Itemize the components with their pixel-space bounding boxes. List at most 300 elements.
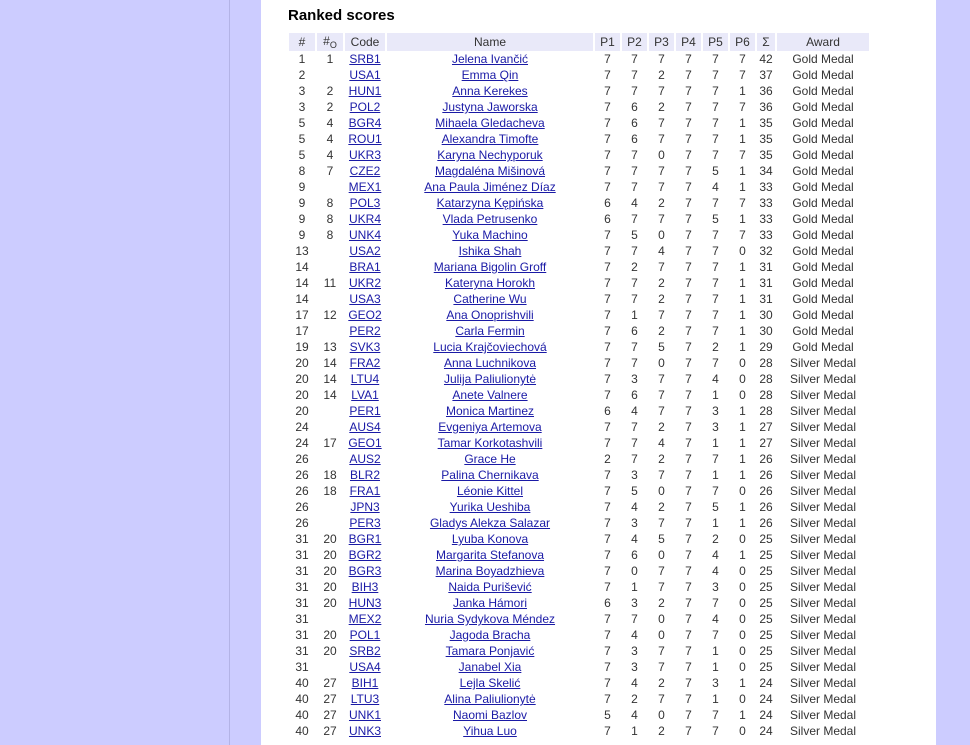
total-score-cell: 33	[759, 212, 773, 226]
col-header-official-rank-main: #	[323, 34, 330, 48]
table-row	[289, 515, 869, 531]
p6-score-cell: 0	[739, 612, 746, 626]
total-score-cell: 34	[759, 164, 773, 178]
code-cell	[345, 339, 385, 355]
code-cell-link[interactable]: UKR4	[348, 212, 381, 226]
name-cell-link[interactable]: Katarzyna Kępińska	[436, 196, 544, 210]
name-cell-link[interactable]: Lyuba Konova	[451, 532, 529, 546]
official-rank-cell: 20	[323, 628, 337, 642]
name-cell-link[interactable]: Gladys Alekza Salazar	[429, 516, 551, 530]
code-cell-link[interactable]: BIH3	[351, 580, 379, 594]
code-cell-link[interactable]: POL1	[349, 628, 381, 642]
official-rank-cell	[317, 243, 343, 259]
name-cell-link[interactable]: Tamar Korkotashvili	[437, 436, 543, 450]
p5-score-cell: 7	[712, 452, 719, 466]
total-score-cell: 24	[759, 692, 773, 706]
table-row	[289, 371, 869, 387]
p3-score-cell: 2	[658, 100, 665, 114]
code-cell-link[interactable]: BGR2	[348, 548, 382, 562]
p5-score-cell: 7	[712, 116, 719, 130]
total-score-cell: 30	[759, 324, 773, 338]
official-rank-cell	[317, 611, 343, 627]
table-row	[289, 659, 869, 675]
p5-score-cell: 7	[712, 324, 719, 338]
col-header-code: Code	[345, 33, 385, 51]
p5-score-cell: 1	[712, 388, 719, 402]
p2-score-cell: 4	[631, 628, 638, 642]
code-cell-link[interactable]: UKR2	[348, 276, 381, 290]
p4-score-cell: 7	[685, 468, 692, 482]
total-score-cell: 25	[759, 660, 773, 674]
p5-score-cell: 1	[712, 660, 719, 674]
official-rank-cell: 4	[326, 148, 334, 162]
table-row	[289, 483, 869, 499]
p5-score-cell: 4	[712, 564, 719, 578]
official-rank-cell: 14	[323, 372, 337, 386]
p1-score-cell: 7	[604, 180, 611, 194]
p1-score-cell: 7	[604, 516, 611, 530]
code-cell-link[interactable]: BGR4	[348, 116, 382, 130]
p3-score-cell: 7	[658, 644, 665, 658]
p6-score-cell: 0	[739, 372, 746, 386]
rank-cell: 31	[295, 580, 309, 594]
code-cell-link[interactable]: PER1	[349, 404, 381, 418]
table-header-row	[289, 33, 869, 51]
total-score-cell: 25	[759, 596, 773, 610]
code-cell	[345, 499, 385, 515]
p3-score-cell: 7	[658, 164, 665, 178]
p3-score-cell: 5	[658, 340, 665, 354]
rank-cell: 3	[298, 84, 306, 98]
p4-score-cell: 7	[685, 628, 692, 642]
p2-score-cell: 6	[631, 100, 638, 114]
code-cell-link[interactable]: USA4	[349, 660, 381, 674]
p1-score-cell: 7	[604, 228, 611, 242]
award-cell: Silver Medal	[789, 628, 857, 642]
p3-score-cell: 5	[658, 532, 665, 546]
code-cell-link[interactable]: SRB2	[349, 644, 381, 658]
code-cell-link[interactable]: LTU3	[350, 692, 380, 706]
code-cell-link[interactable]: PER2	[349, 324, 381, 338]
code-cell-link[interactable]: BGR3	[348, 564, 382, 578]
p3-score-cell: 2	[658, 68, 665, 82]
award-cell: Gold Medal	[792, 260, 854, 274]
p2-score-cell: 4	[631, 708, 638, 722]
rank-cell: 26	[295, 468, 309, 482]
total-score-cell: 31	[759, 276, 773, 290]
code-cell	[345, 691, 385, 707]
rank-cell: 26	[295, 452, 309, 466]
name-cell-link[interactable]: Naomi Bazlov	[452, 708, 528, 722]
p4-score-cell: 7	[685, 180, 692, 194]
p4-score-cell: 7	[685, 660, 692, 674]
p1-score-cell: 7	[604, 356, 611, 370]
code-cell-link[interactable]: BGR1	[348, 532, 382, 546]
p5-score-cell: 7	[712, 244, 719, 258]
award-cell: Silver Medal	[789, 500, 857, 514]
official-rank-cell	[317, 403, 343, 419]
total-score-cell: 25	[759, 628, 773, 642]
name-cell-link[interactable]: Julija Paliulionytė	[443, 372, 537, 386]
name-cell-link[interactable]: Mihaela Gledacheva	[435, 116, 545, 130]
name-cell-link[interactable]: Lejla Skelić	[459, 676, 521, 690]
col-header-p5: P5	[703, 33, 728, 51]
name-cell	[387, 275, 593, 291]
p3-score-cell: 2	[658, 500, 665, 514]
p1-score-cell: 2	[604, 452, 611, 466]
total-score-cell: 30	[759, 308, 773, 322]
award-cell: Silver Medal	[789, 660, 857, 674]
rank-cell: 19	[295, 340, 309, 354]
p1-score-cell: 6	[604, 404, 611, 418]
name-cell-link[interactable]: Catherine Wu	[453, 292, 527, 306]
table-row	[289, 723, 869, 739]
name-cell-link[interactable]: Margarita Stefanova	[435, 548, 545, 562]
p6-score-cell: 1	[739, 420, 746, 434]
name-cell-link[interactable]: Kateryna Horokh	[444, 276, 536, 290]
name-cell	[387, 339, 593, 355]
code-cell	[345, 595, 385, 611]
name-cell-link[interactable]: Léonie Kittel	[456, 484, 524, 498]
p2-score-cell: 5	[631, 228, 638, 242]
code-cell-link[interactable]: BIH1	[351, 676, 379, 690]
name-cell-link[interactable]: Justyna Jaworska	[442, 100, 538, 114]
name-cell-link[interactable]: Yihua Luo	[463, 724, 517, 738]
code-cell	[345, 83, 385, 99]
rank-cell: 31	[295, 596, 309, 610]
official-rank-cell	[317, 499, 343, 515]
p4-score-cell: 7	[685, 260, 692, 274]
code-cell-link[interactable]: UKR3	[348, 148, 381, 162]
name-cell	[387, 451, 593, 467]
code-cell	[345, 51, 385, 67]
p2-score-cell: 4	[631, 676, 638, 690]
code-cell-link[interactable]: GEO2	[348, 308, 382, 322]
total-score-cell: 25	[759, 612, 773, 626]
total-score-cell: 26	[759, 468, 773, 482]
p4-score-cell: 7	[685, 116, 692, 130]
p6-score-cell: 1	[739, 164, 746, 178]
p1-score-cell: 7	[604, 116, 611, 130]
award-cell: Silver Medal	[789, 452, 857, 466]
official-rank-cell: 20	[323, 532, 337, 546]
official-rank-cell: 17	[323, 436, 337, 450]
p3-score-cell: 2	[658, 420, 665, 434]
code-cell-link[interactable]: UNK1	[348, 708, 381, 722]
p6-score-cell: 1	[739, 132, 746, 146]
p5-score-cell: 1	[712, 468, 719, 482]
code-cell	[345, 707, 385, 723]
official-rank-cell	[317, 323, 343, 339]
official-rank-cell	[317, 291, 343, 307]
name-cell-link[interactable]: Ishika Shah	[458, 244, 522, 258]
official-rank-cell: 27	[323, 708, 337, 722]
name-cell-link[interactable]: Alexandra Timofte	[441, 132, 539, 146]
code-cell-link[interactable]: LVA1	[351, 388, 379, 402]
p3-score-cell: 7	[658, 84, 665, 98]
code-cell-link[interactable]: ROU1	[348, 132, 382, 146]
name-cell-link[interactable]: Ana Onoprishvili	[446, 308, 534, 322]
name-cell	[387, 51, 593, 67]
name-cell	[387, 67, 593, 83]
code-cell-link[interactable]: UNK4	[348, 228, 381, 242]
name-cell-link[interactable]: Lucia Krajčoviechová	[433, 340, 547, 354]
p4-score-cell: 7	[685, 372, 692, 386]
name-cell-link[interactable]: Ana Paula Jiménez Díaz	[424, 180, 556, 194]
rank-cell: 31	[295, 660, 309, 674]
code-cell-link[interactable]: AUS4	[349, 420, 381, 434]
name-cell	[387, 483, 593, 499]
p5-score-cell: 7	[712, 724, 719, 738]
official-rank-cell: 14	[323, 356, 337, 370]
name-cell-link[interactable]: Karyna Nechyporuk	[437, 148, 543, 162]
code-cell-link[interactable]: HUN3	[348, 596, 382, 610]
p1-score-cell: 7	[604, 628, 611, 642]
code-cell	[345, 179, 385, 195]
rank-cell: 40	[295, 676, 309, 690]
name-cell	[387, 563, 593, 579]
code-cell-link[interactable]: LTU4	[350, 372, 380, 386]
p4-score-cell: 7	[685, 708, 692, 722]
official-rank-cell	[317, 659, 343, 675]
p2-score-cell: 2	[631, 692, 638, 706]
name-cell-link[interactable]: Marina Boyadzhieva	[435, 564, 545, 578]
p5-score-cell: 1	[712, 644, 719, 658]
name-cell-link[interactable]: Yurika Ueshiba	[449, 500, 531, 514]
rank-cell: 14	[295, 276, 309, 290]
code-cell-link[interactable]: FRA1	[349, 484, 381, 498]
p6-score-cell: 7	[739, 52, 746, 66]
total-score-cell: 36	[759, 84, 773, 98]
code-cell-link[interactable]: UNK3	[348, 724, 381, 738]
code-cell-link[interactable]: AUS2	[349, 452, 381, 466]
p4-score-cell: 7	[685, 52, 692, 66]
p1-score-cell: 6	[604, 212, 611, 226]
name-cell-link[interactable]: Anna Kerekes	[452, 84, 528, 98]
name-cell-link[interactable]: Evgeniya Artemova	[438, 420, 542, 434]
name-cell-link[interactable]: Naida Purišević	[448, 580, 532, 594]
p6-score-cell: 1	[739, 676, 746, 690]
total-score-cell: 42	[759, 52, 773, 66]
name-cell-link[interactable]: Jelena Ivančić	[451, 52, 529, 66]
award-cell: Gold Medal	[792, 340, 854, 354]
code-cell	[345, 579, 385, 595]
table-row	[289, 339, 869, 355]
p2-score-cell: 7	[631, 180, 638, 194]
code-cell-link[interactable]: SVK3	[349, 340, 381, 354]
code-cell-link[interactable]: SRB1	[349, 52, 381, 66]
p2-score-cell: 2	[631, 260, 638, 274]
p2-score-cell: 3	[631, 372, 638, 386]
p6-score-cell: 1	[739, 84, 746, 98]
total-score-cell: 24	[759, 708, 773, 722]
total-score-cell: 28	[759, 372, 773, 386]
p3-score-cell: 2	[658, 724, 665, 738]
table-row	[289, 451, 869, 467]
name-cell	[387, 515, 593, 531]
code-cell-link[interactable]: PER3	[349, 516, 381, 530]
rank-cell: 20	[295, 404, 309, 418]
name-cell-link[interactable]: Emma Qin	[461, 68, 519, 82]
name-cell	[387, 259, 593, 275]
p4-score-cell: 7	[685, 276, 692, 290]
p6-score-cell: 1	[739, 708, 746, 722]
name-cell	[387, 163, 593, 179]
code-cell-link[interactable]: BLR2	[349, 468, 381, 482]
total-score-cell: 28	[759, 404, 773, 418]
award-cell: Silver Medal	[789, 468, 857, 482]
table-row	[289, 307, 869, 323]
code-cell-link[interactable]: MEX2	[348, 612, 382, 626]
code-cell-link[interactable]: POL2	[349, 100, 381, 114]
total-score-cell: 25	[759, 580, 773, 594]
p2-score-cell: 7	[631, 420, 638, 434]
name-cell-link[interactable]: Janka Hámori	[452, 596, 528, 610]
name-cell-link[interactable]: Nuria Sydykova Méndez	[424, 612, 556, 626]
total-score-cell: 25	[759, 564, 773, 578]
award-cell: Gold Medal	[792, 180, 854, 194]
p3-score-cell: 7	[658, 404, 665, 418]
p6-score-cell: 7	[739, 228, 746, 242]
p6-score-cell: 0	[739, 580, 746, 594]
award-cell: Gold Medal	[792, 164, 854, 178]
award-cell: Silver Medal	[789, 580, 857, 594]
code-cell	[345, 243, 385, 259]
p5-score-cell: 7	[712, 132, 719, 146]
name-cell-link[interactable]: Janabel Xia	[458, 660, 522, 674]
code-cell-link[interactable]: USA2	[349, 244, 381, 258]
total-score-cell: 33	[759, 196, 773, 210]
p4-score-cell: 7	[685, 500, 692, 514]
name-cell-link[interactable]: Tamara Ponjavić	[445, 644, 535, 658]
official-rank-cell: 14	[323, 388, 337, 402]
name-cell	[387, 707, 593, 723]
name-cell-link[interactable]: Yuka Machino	[452, 228, 528, 242]
p5-score-cell: 2	[712, 340, 719, 354]
table-row	[289, 579, 869, 595]
name-cell-link[interactable]: Carla Fermin	[455, 324, 525, 338]
p4-score-cell: 7	[685, 452, 692, 466]
name-cell-link[interactable]: Mariana Bigolin Groff	[433, 260, 547, 274]
p3-score-cell: 2	[658, 676, 665, 690]
p3-score-cell: 2	[658, 276, 665, 290]
name-cell-link[interactable]: Grace He	[464, 452, 516, 466]
name-cell	[387, 147, 593, 163]
p1-score-cell: 7	[604, 388, 611, 402]
p1-score-cell: 7	[604, 420, 611, 434]
table-row	[289, 147, 869, 163]
p6-score-cell: 0	[739, 692, 746, 706]
award-cell: Gold Medal	[792, 244, 854, 258]
code-cell-link[interactable]: HUN1	[348, 84, 382, 98]
p2-score-cell: 7	[631, 612, 638, 626]
p3-score-cell: 7	[658, 468, 665, 482]
name-cell	[387, 579, 593, 595]
name-cell-link[interactable]: Alina Paliulionytė	[444, 692, 536, 706]
p3-score-cell: 2	[658, 324, 665, 338]
main-content	[261, 0, 936, 745]
table-row	[289, 163, 869, 179]
total-score-cell: 31	[759, 292, 773, 306]
code-cell	[345, 675, 385, 691]
p5-score-cell: 7	[712, 260, 719, 274]
p6-score-cell: 1	[739, 404, 746, 418]
p6-score-cell: 1	[739, 516, 746, 530]
p5-score-cell: 7	[712, 196, 719, 210]
code-cell-link[interactable]: JPN3	[350, 500, 380, 514]
code-cell-link[interactable]: CZE2	[349, 164, 381, 178]
name-cell	[387, 659, 593, 675]
p4-score-cell: 7	[685, 212, 692, 226]
name-cell-link[interactable]: Anna Luchnikova	[443, 356, 537, 370]
p4-score-cell: 7	[685, 724, 692, 738]
p5-score-cell: 7	[712, 148, 719, 162]
p2-score-cell: 3	[631, 516, 638, 530]
p4-score-cell: 7	[685, 420, 692, 434]
name-cell-link[interactable]: Monica Martinez	[445, 404, 535, 418]
rank-cell: 31	[295, 548, 309, 562]
name-cell	[387, 435, 593, 451]
name-cell-link[interactable]: Anete Valnere	[452, 388, 528, 402]
p5-score-cell: 1	[712, 436, 719, 450]
p5-score-cell: 4	[712, 612, 719, 626]
p6-score-cell: 7	[739, 196, 746, 210]
col-header-official-rank	[317, 33, 343, 51]
official-rank-cell: 1	[326, 52, 334, 66]
p1-score-cell: 7	[604, 564, 611, 578]
code-cell	[345, 275, 385, 291]
name-cell	[387, 179, 593, 195]
p5-score-cell: 7	[712, 228, 719, 242]
rank-cell: 40	[295, 692, 309, 706]
name-cell-link[interactable]: Palina Chernikava	[441, 468, 539, 482]
table-row	[289, 131, 869, 147]
p6-score-cell: 1	[739, 500, 746, 514]
p4-score-cell: 7	[685, 676, 692, 690]
col-header-p2: P2	[622, 33, 647, 51]
code-cell-link[interactable]: BRA1	[349, 260, 381, 274]
code-cell-link[interactable]: GEO1	[348, 436, 382, 450]
p4-score-cell: 7	[685, 548, 692, 562]
p6-score-cell: 0	[739, 244, 746, 258]
code-cell-link[interactable]: MEX1	[348, 180, 382, 194]
code-cell-link[interactable]: USA3	[349, 292, 381, 306]
award-cell: Gold Medal	[792, 68, 854, 82]
official-rank-cell: 18	[323, 484, 337, 498]
col-header-sum: Σ	[757, 33, 775, 51]
p1-score-cell: 7	[604, 324, 611, 338]
p5-score-cell: 3	[712, 420, 719, 434]
name-cell-link[interactable]: Vlada Petrusenko	[442, 212, 538, 226]
p4-score-cell: 7	[685, 692, 692, 706]
rank-cell: 31	[295, 612, 309, 626]
code-cell	[345, 163, 385, 179]
code-cell	[345, 307, 385, 323]
name-cell-link[interactable]: Jagoda Bracha	[449, 628, 531, 642]
p6-score-cell: 1	[739, 276, 746, 290]
code-cell-link[interactable]: FRA2	[349, 356, 381, 370]
p6-score-cell: 1	[739, 548, 746, 562]
table-row	[289, 435, 869, 451]
p3-score-cell: 7	[658, 516, 665, 530]
official-rank-cell: 20	[323, 580, 337, 594]
rank-cell: 5	[298, 148, 306, 162]
code-cell	[345, 627, 385, 643]
code-cell-link[interactable]: POL3	[349, 196, 381, 210]
code-cell-link[interactable]: USA1	[349, 68, 381, 82]
name-cell-link[interactable]: Magdaléna Mišinová	[434, 164, 546, 178]
p4-score-cell: 7	[685, 404, 692, 418]
